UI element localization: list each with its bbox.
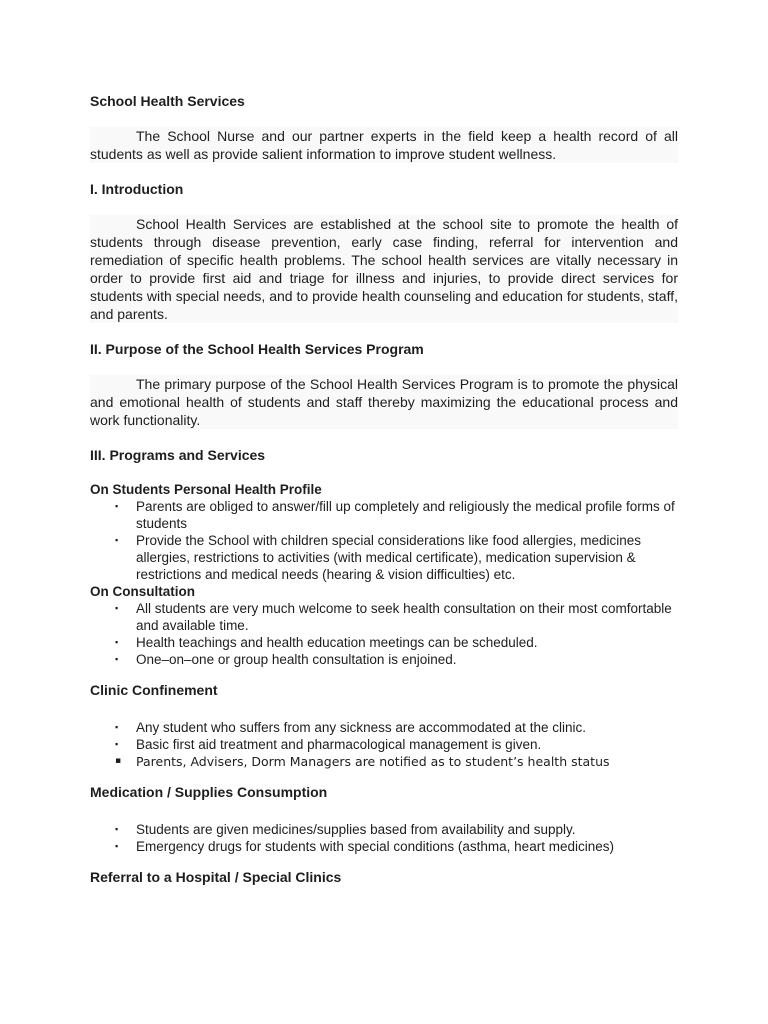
medication-heading: Medication / Supplies Consumption <box>90 784 328 800</box>
list-item: ▪ Basic first aid treatment and pharmacological management is given. <box>115 737 542 752</box>
list-item: ▪ One–on–one or group health consultation is enjoined. <box>115 652 457 667</box>
purpose-body: The primary purpose of the School Health Services Program is to promote the physical and emotional health of students and staff thereby maximizing the educational process and work functionality. <box>90 376 678 428</box>
bullet-icon: ▪ <box>115 501 119 511</box>
list-item: ▪ All students are very much welcome to seek health consultation on their most comfortable and available time. <box>115 601 672 633</box>
bullet-icon: ▪ <box>115 824 119 834</box>
bullet-icon: ▪ <box>115 654 119 664</box>
clinic-list <box>90 719 678 770</box>
bullet-icon: ▪ <box>115 637 119 647</box>
introduction-body: School Health Services are established at the school site to promote the health of students through disease prevention, early case finding, referral for intervention and remediation of specific health problems. The school health services are vitally necessary in order to provide first aid and triage for illness and injuries, to provide direct services for students with special needs, and to provide health counseling and education for students, staff, and parents. <box>90 216 678 322</box>
intro-paragraph: The School Nurse and our partner experts in the field keep a health record of all students as well as provide salient information to improve student wellness. <box>90 128 678 162</box>
bullet-icon: ▪ <box>115 603 119 613</box>
programs-heading: III. Programs and Services <box>90 447 266 463</box>
bullet-icon: ▪ <box>115 756 122 766</box>
list-item: ▪ Health teachings and health education meetings can be scheduled. <box>115 635 538 650</box>
bullet-icon: ▪ <box>115 722 119 732</box>
list-item: ▪ Parents are obliged to answer/fill up completely and religiously the medical profile forms of students <box>115 499 675 531</box>
bullet-icon: ▪ <box>115 535 119 545</box>
document-title: School Health Services <box>90 93 245 109</box>
list-item: ▪ Students are given medicines/supplies based from availability and supply. <box>115 822 576 837</box>
consultation-subheading: On Consultation <box>90 584 195 599</box>
referral-heading: Referral to a Hospital / Special Clinics <box>90 869 342 885</box>
consultation-list <box>90 600 678 668</box>
medication-list <box>90 821 678 855</box>
list-item: ▪ Any student who suffers from any sickness are accommodated at the clinic. <box>115 720 586 735</box>
list-item: ▪ Emergency drugs for students with special conditions (asthma, heart medicines) <box>115 839 614 854</box>
list-item: ▪ Parents, Advisers, Dorm Managers are notified as to student’s health status <box>115 754 610 769</box>
purpose-heading: II. Purpose of the School Health Services Program <box>90 341 424 357</box>
clinic-heading: Clinic Confinement <box>90 682 218 698</box>
profile-subheading: On Students Personal Health Profile <box>90 482 322 497</box>
introduction-heading: I. Introduction <box>90 181 184 197</box>
bullet-icon: ▪ <box>115 739 119 749</box>
profile-list <box>90 498 678 583</box>
bullet-icon: ▪ <box>115 841 119 851</box>
list-item: ▪ Provide the School with children special considerations like food allergies, medicines allergies, restrictions to activities (with medical certificate), medication supervision & restrictions and medical needs (hearing & vision difficulties) etc. <box>115 533 642 582</box>
